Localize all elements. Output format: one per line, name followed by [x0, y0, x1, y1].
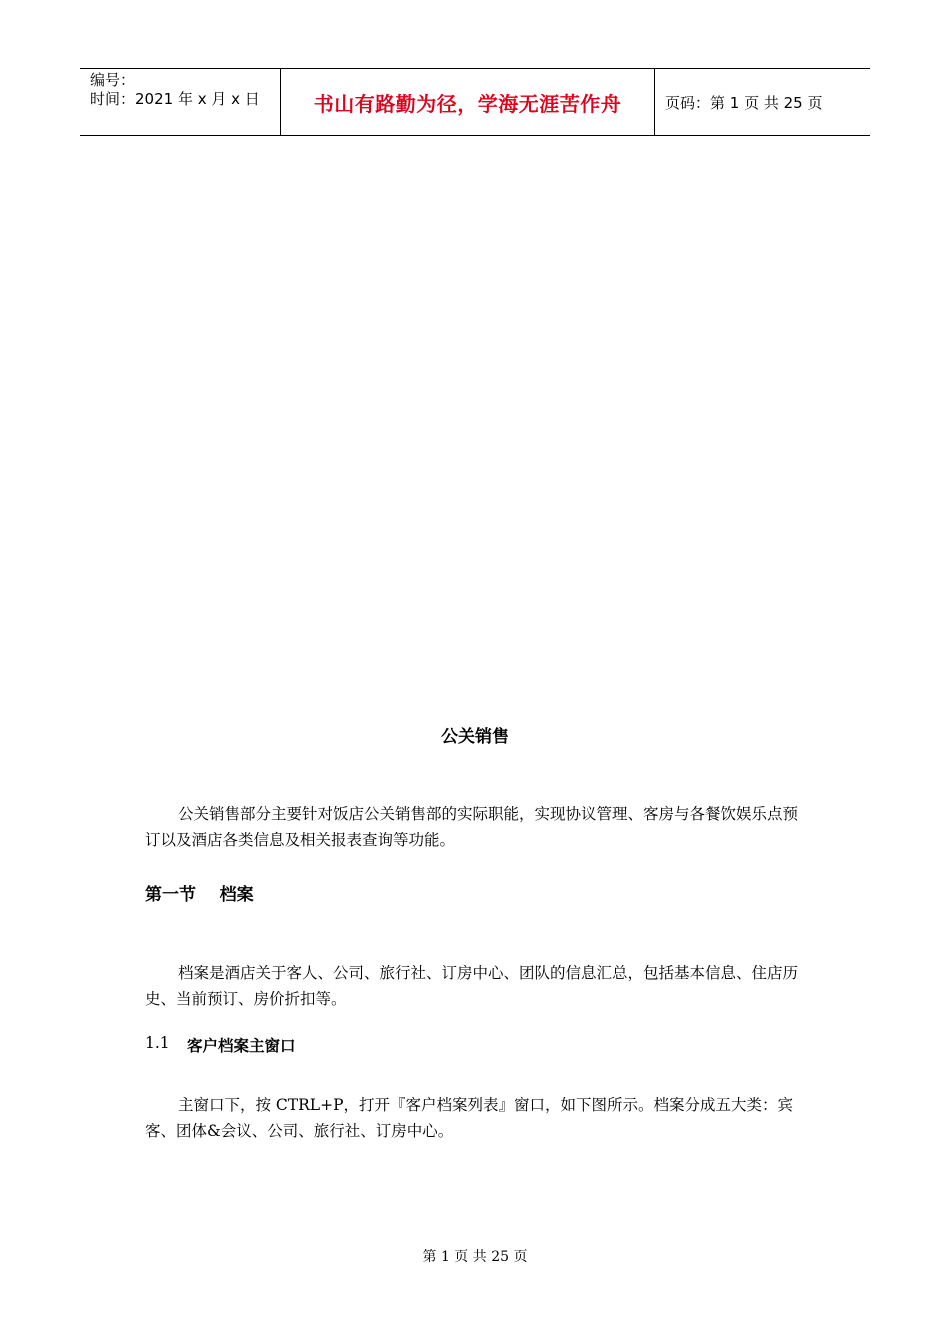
subsection-title: 客户档案主窗口	[187, 1037, 296, 1055]
subsection-heading	[145, 1034, 296, 1056]
intro-paragraph: 公关销售部分主要针对饭店公关销售部的实际职能，实现协议管理、客房与各餐饮娱乐点预订以及酒店各类信息及相关报表查询等功能。	[145, 805, 799, 849]
header-motto: 书山有路勤为径，学海无涯苦作舟	[281, 69, 655, 135]
page-footer: 第 1 页 共 25 页	[422, 1249, 528, 1265]
subsection-paragraph: 主窗口下，按 CTRL+P，打开『客户档案列表』窗口，如下图所示。档案分成五大类：宾客、团体&会议、公司、旅行社、订房中心。	[145, 1096, 794, 1140]
header-meta	[80, 69, 281, 135]
section-heading: 第一节 档案	[145, 885, 254, 905]
section-paragraph: 档案是酒店关于客人、公司、旅行社、订房中心、团队的信息汇总，包括基本信息、住店历史、当前预订、房价折扣等。	[145, 964, 799, 1008]
subsection-number: 1.1	[145, 1034, 170, 1052]
document-title: 公关销售	[441, 727, 509, 747]
page-header	[80, 68, 870, 136]
header-page-code: 页码：第 1 页 共 25 页	[665, 93, 823, 112]
serial-label: 编号：	[90, 71, 136, 89]
date-line: 时间：2021 年 x 月 x 日	[90, 90, 260, 108]
